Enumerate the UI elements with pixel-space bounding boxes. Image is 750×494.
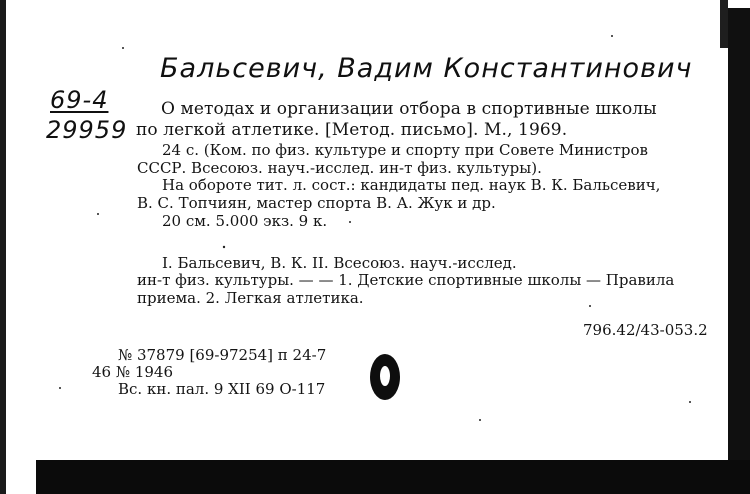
note-line-1: На обороте тит. л. сост.: кандидаты пед. наук В. К. Бальсевич, bbox=[162, 176, 661, 194]
tracing-line-3: приема. 2. Легкая атлетика. bbox=[137, 289, 364, 307]
handwritten-shelf-mark: 69-4 bbox=[50, 86, 109, 114]
description-line-2: СССР. Всесоюз. науч.-исслед. ин-т физ. культуры). bbox=[137, 159, 542, 177]
description-line-1: 24 с. (Ком. по физ. культуре и спорту при Совете Министров bbox=[162, 141, 648, 159]
imprint-line-2: 46 № 1946 bbox=[92, 363, 173, 381]
note-line-2: В. С. Топчиян, мастер спорта В. А. Жук и др. bbox=[137, 194, 496, 212]
imprint-line-3: Вс. кн. пал. 9 XII 69 О-117 bbox=[118, 380, 326, 398]
handwritten-call-number: 29959 bbox=[46, 116, 128, 144]
classification-number: 796.42/43-053.2 bbox=[583, 321, 708, 339]
handwritten-author-name: Бальсевич, Вадим Константинович bbox=[160, 53, 693, 84]
tracing-line-2: ин-т физ. культуры. — — 1. Детские спортивные школы — Правила bbox=[137, 271, 675, 289]
tracing-line-1: I. Бальсевич, В. К. II. Всесоюз. науч.-исслед. bbox=[162, 254, 517, 272]
scan-bottom-band bbox=[36, 460, 750, 494]
physical-format-line: 20 см. 5.000 экз. 9 к. bbox=[162, 212, 328, 230]
ink-blot-highlight bbox=[380, 366, 390, 386]
title-line-2: по легкой атлетике. [Метод. письмо]. М., 1969. bbox=[136, 120, 568, 140]
title-line-1: О методах и организации отбора в спортивные школы bbox=[161, 99, 657, 119]
imprint-line-1: № 37879 [69-97254] п 24-7 bbox=[118, 346, 327, 364]
